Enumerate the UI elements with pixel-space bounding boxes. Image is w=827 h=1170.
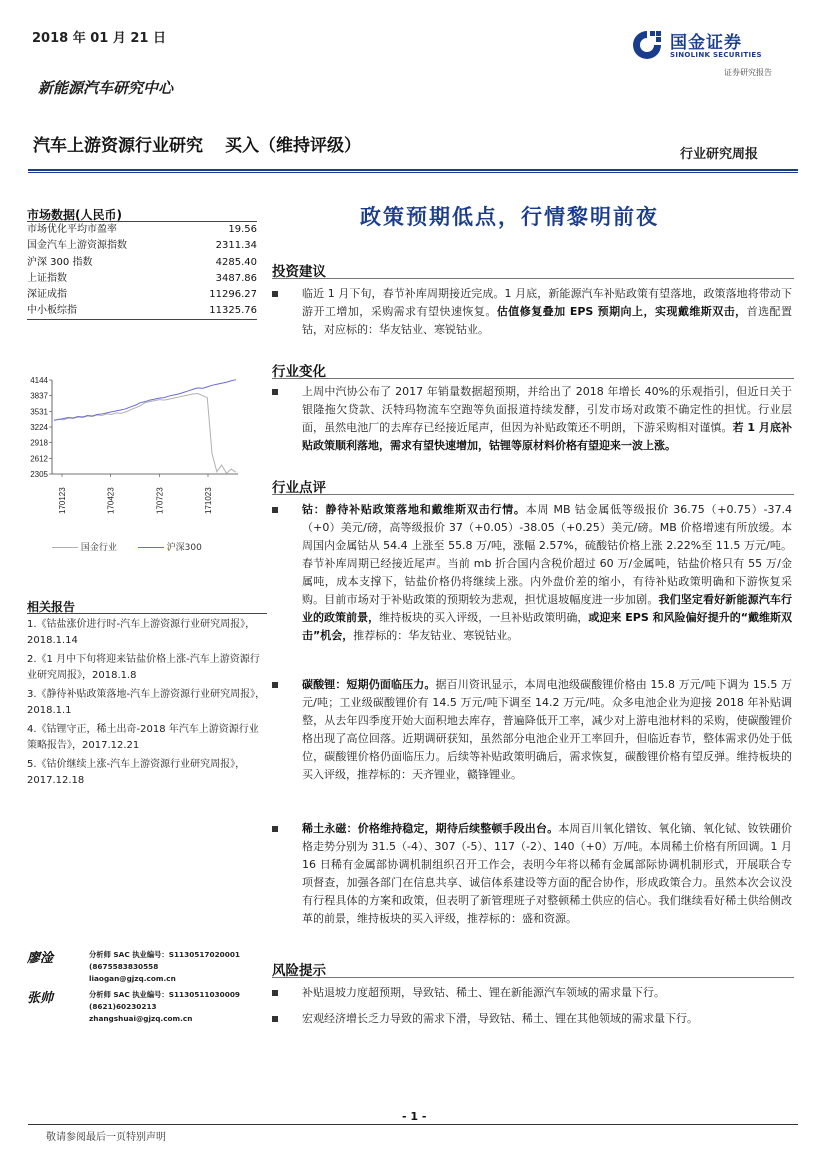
related-report-item[interactable]: 5.《钴价继续上涨-汽车上游资源行业研究周报》，2017.12.18 xyxy=(27,759,246,786)
logo-subtitle: 证券研究报告 xyxy=(724,68,772,77)
cobalt-bullet xyxy=(272,501,792,645)
related-report-item[interactable]: 3.《静待补贴政策落地-汽车上游资源行业研究周报》，2018.1.1 xyxy=(27,689,266,716)
related-report-item[interactable]: 2.《1 月中下旬将迎来钴盐价格上涨-汽车上游资源行业研究周报》，2018.1.8 xyxy=(27,654,260,681)
chart-x-tick-label: 170723 xyxy=(155,487,165,514)
chart-y-tick-label: 3837 xyxy=(30,391,48,401)
chart-x-tick-label: 170123 xyxy=(58,487,67,514)
market-label: 国金汽车上游资源指数 xyxy=(27,240,127,252)
analyst-cert: 分析师 SAC 执业编号：S1130517020001 xyxy=(89,950,240,959)
market-value: 19.56 xyxy=(228,224,257,235)
bullet-square-icon xyxy=(272,291,278,297)
chart-x-tick-label: 170423 xyxy=(106,487,116,514)
market-label: 沪深 300 指数 xyxy=(27,256,93,268)
change-text: 上周中汽协公布了 2017 年销量数据超预期，并给出了 2018 年增长 40%的乐观指引，但近日关于银隆拖欠贷款、沃特玛物流车空跑等负面报道持续发酵，引发市场对政策不确定性的担忧。行业层面，虽然电池厂的去库存已经接近尾声，但因为补贴政策还不明朗，下游采购相对谨慎。 xyxy=(302,385,792,434)
rare-earth-text: 本周百川氧化镨钕、氧化镝、氧化铽、钕铁硼价格走势分别为 31.5（-4）、307（-5）、117（-2）、140（+0）万/吨。本周稀土价格有所回调。1 月 16 日稀有金属部协调机制组织召开工作会，表明今年将以稀有金属部际协调机制形式，开展联合专项督查，加强各部门在信息共享、诚信体系建设等方面的配合协作，形成政策合力。虽然本次会议没有行程具体的方案和政策，但表明了新管理班子对整顿稀土供应的信心。我们继续看好稀土供给侧改革的前景，维持板块的买入评级，推荐标的：盛和资源。 xyxy=(302,822,793,925)
chart-legend xyxy=(52,540,202,553)
market-value: 11296.27 xyxy=(209,289,257,301)
bullet-square-icon xyxy=(272,826,278,832)
cobalt-lead: 钴：静待补贴政策落地和戴维斯双击行情。 xyxy=(302,503,526,516)
header-divider xyxy=(28,169,798,171)
change-text-bold: 若 1 月底补贴政策顺利落地，需求有望快速增加，钴锂等原材料价格有望迎来一波上涨。 xyxy=(302,421,792,452)
footer-disclaimer[interactable]: 敬请参阅最后一页特别声明 xyxy=(46,1132,166,1143)
lithium-bullet xyxy=(272,676,792,784)
rare-earth-lead: 稀土永磁：价格维持稳定，期待后续整顿手段出台。 xyxy=(302,822,559,835)
market-row xyxy=(27,222,257,238)
analyst-name: 廖淦 xyxy=(27,951,54,966)
risk-bullet xyxy=(272,1010,792,1028)
market-label: 深证成指 xyxy=(27,289,67,301)
footer-divider xyxy=(28,1124,798,1125)
lithium-lead: 碳酸锂：短期仍面临压力。 xyxy=(302,678,436,691)
industry-title: 汽车上游资源行业研究 xyxy=(33,136,203,156)
section-heading-risk: 风险提示 xyxy=(272,963,326,979)
market-row xyxy=(27,255,257,271)
bullet-square-icon xyxy=(272,682,278,688)
invest-text-bold: 估值修复叠加 EPS 预期向上，实现戴维斯双击， xyxy=(496,305,747,318)
related-reports-heading: 相关报告 xyxy=(27,600,76,614)
cobalt-mid: 维持板块的买入评级，一旦补贴政策明确， xyxy=(379,611,589,624)
risk-text: 补贴退坡力度超预期，导致钴、稀土、锂在新能源汽车领域的需求量下行。 xyxy=(302,986,665,999)
chart-y-tick-label: 2305 xyxy=(30,470,48,479)
analyst-info xyxy=(89,949,240,985)
cobalt-bold: 我们坚定看好新能源汽车行业的政策前景， xyxy=(302,593,793,624)
market-data-table xyxy=(27,221,257,320)
market-value: 2311.34 xyxy=(215,240,257,252)
industry-rating-line xyxy=(33,131,383,156)
section-heading-review: 行业点评 xyxy=(272,480,326,496)
report-type: 行业研究周报 xyxy=(680,147,759,162)
report-title: 政策预期低点，行情黎明前夜 xyxy=(360,204,659,229)
section-divider xyxy=(272,378,794,379)
lithium-text: 据百川资讯显示，本周电池级碳酸锂价格由 15.8 万元/吨下调为 15.5 万元/吨；工业级碳酸锂价有 14.5 万元/吨下调至 14.2 万元/吨。众多电池企业为迎接 2018 年补贴调整，从去年四季度开始大面积地去库存，普遍降低开工率，减少对上游电池材料的采购，使碳酸锂价格出现了高位回落。近期调研获知，虽然部分电池企业开工率回升，但临近春节，整体需求仍处于低位，碳酸锂价格仍面临压力。后续等补贴政策明确后，需求恢复，碳酸锂价格有望反弹。维持板块的买入评级，推荐标的：天齐锂业，赣锋锂业。 xyxy=(302,678,793,781)
bullet-square-icon xyxy=(272,990,278,996)
analyst-phone: (8675583830558 xyxy=(89,962,159,971)
legend-swatch-industry xyxy=(52,547,78,548)
change-bullet xyxy=(272,383,792,455)
logo-text-cn: 国金证券 xyxy=(670,33,742,53)
analyst-phone: (8621)60230213 xyxy=(89,1002,157,1011)
chart-y-tick-label: 2918 xyxy=(30,438,48,448)
market-row xyxy=(27,238,257,254)
bullet-square-icon xyxy=(272,1016,278,1022)
analyst-email[interactable]: zhangshuai@gjzq.com.cn xyxy=(89,1014,193,1023)
analyst-card xyxy=(27,947,272,987)
chart-x-tick-label: 171023 xyxy=(204,487,213,514)
rating: 买入（维持评级） xyxy=(225,136,361,156)
market-row xyxy=(27,287,257,303)
chart-y-tick-label: 3531 xyxy=(30,407,48,417)
risk-bullet xyxy=(272,984,792,1002)
analyst-cert: 分析师 SAC 执业编号：S1130511030009 xyxy=(89,990,240,999)
section-divider xyxy=(272,278,794,279)
cobalt-end: 推荐标的：华友钴业、寒锐钴业。 xyxy=(353,629,519,642)
chart-y-tick-label: 3224 xyxy=(30,423,48,433)
related-report-item[interactable]: 4.《钴锂守正，稀土出奇-2018 年汽车上游资源行业策略报告》，2017.12.21 xyxy=(27,724,259,751)
invest-text-end: 首选配置钴，对应标的：华友钴业、寒锐钴业。 xyxy=(302,305,793,336)
section-divider xyxy=(272,977,794,978)
market-value: 4285.40 xyxy=(215,256,257,268)
legend-label-hs300: 沪深300 xyxy=(166,543,202,553)
analyst-card xyxy=(27,987,272,1027)
analyst-name: 张帅 xyxy=(27,991,54,1006)
section-divider xyxy=(272,494,794,495)
index-chart xyxy=(20,370,265,560)
legend-label-industry: 国金行业 xyxy=(80,543,117,553)
analyst-info xyxy=(89,989,240,1025)
cobalt-bold2: 或迎来 EPS 和风险偏好提升的“戴维斯双击”机会， xyxy=(302,611,793,642)
chart-series-line-industry xyxy=(54,393,236,473)
market-label: 市场优化平均市盈率 xyxy=(27,224,117,235)
invest-text: 临近 1 月下旬，春节补库周期接近完成。1 月底，新能源汽车补贴政策有望落地，政策落地将带动下游开工增加，采购需求有望快速恢复。 xyxy=(302,287,792,318)
sinolink-logo xyxy=(630,24,795,84)
risk-text: 宏观经济增长乏力导致的需求下滑，导致钴、稀土、锂在其他领域的需求量下行。 xyxy=(302,1012,698,1025)
related-reports-list xyxy=(27,617,267,792)
sinolink-logo-icon xyxy=(630,28,664,62)
market-row xyxy=(27,271,257,287)
related-divider xyxy=(27,613,267,614)
market-label: 上证指数 xyxy=(27,272,67,284)
bullet-square-icon xyxy=(272,507,278,513)
market-value: 3487.86 xyxy=(215,272,257,284)
chart-y-tick-label: 2612 xyxy=(30,454,48,464)
market-data-heading: 市场数据(人民币) xyxy=(27,208,122,222)
market-row xyxy=(27,303,257,319)
analyst-email[interactable]: liaogan@gjzq.com.cn xyxy=(89,974,176,983)
market-label: 中小板综指 xyxy=(27,305,77,317)
logo-text-en: SINOLINK SECURITIES xyxy=(670,51,762,59)
research-center: 新能源汽车研究中心 xyxy=(38,79,174,97)
market-value: 11325.76 xyxy=(209,305,257,317)
legend-swatch-hs300 xyxy=(138,547,164,548)
related-report-item[interactable]: 1.《钴盐涨价进行时-汽车上游资源行业研究周报》，2018.1.14 xyxy=(27,619,256,646)
header-divider-thin xyxy=(28,172,798,173)
bullet-square-icon xyxy=(272,389,278,395)
invest-bullet xyxy=(272,285,792,339)
section-heading-change: 行业变化 xyxy=(272,364,326,380)
section-heading-invest: 投资建议 xyxy=(272,264,326,280)
chart-y-tick-label: 4144 xyxy=(30,376,48,385)
cobalt-text: 本周 MB 钴金属低等级报价 36.75（+0.75）-37.4（+0）美元/磅，高等级报价 37（+0.05）-38.05（+0.25）美元/磅。MB 价格增速有所放缓。本周国内金属钴从 54.4 上涨至 55.8 万/吨，涨幅 2.57%，硫酸钴价格上涨 2.22%至 11.5 万元/吨。春节补库周期已经接近尾声。当前 mb 折合国内含税价超过 60 万/金属吨，钴盐价格只有 55 万/金属吨，成本支撑下，钴盐价格仍将继续上涨。内外盘价差的缩小，有待补贴政策明确和下游恢复采购。目前市场对于补贴政策的预期较为悲观，担忧退坡幅度进一步加剧。 xyxy=(302,503,793,606)
report-date: 2018 年 01 月 21 日 xyxy=(32,31,166,46)
page-number: - 1 - xyxy=(402,1110,427,1123)
rare-earth-bullet xyxy=(272,820,792,928)
